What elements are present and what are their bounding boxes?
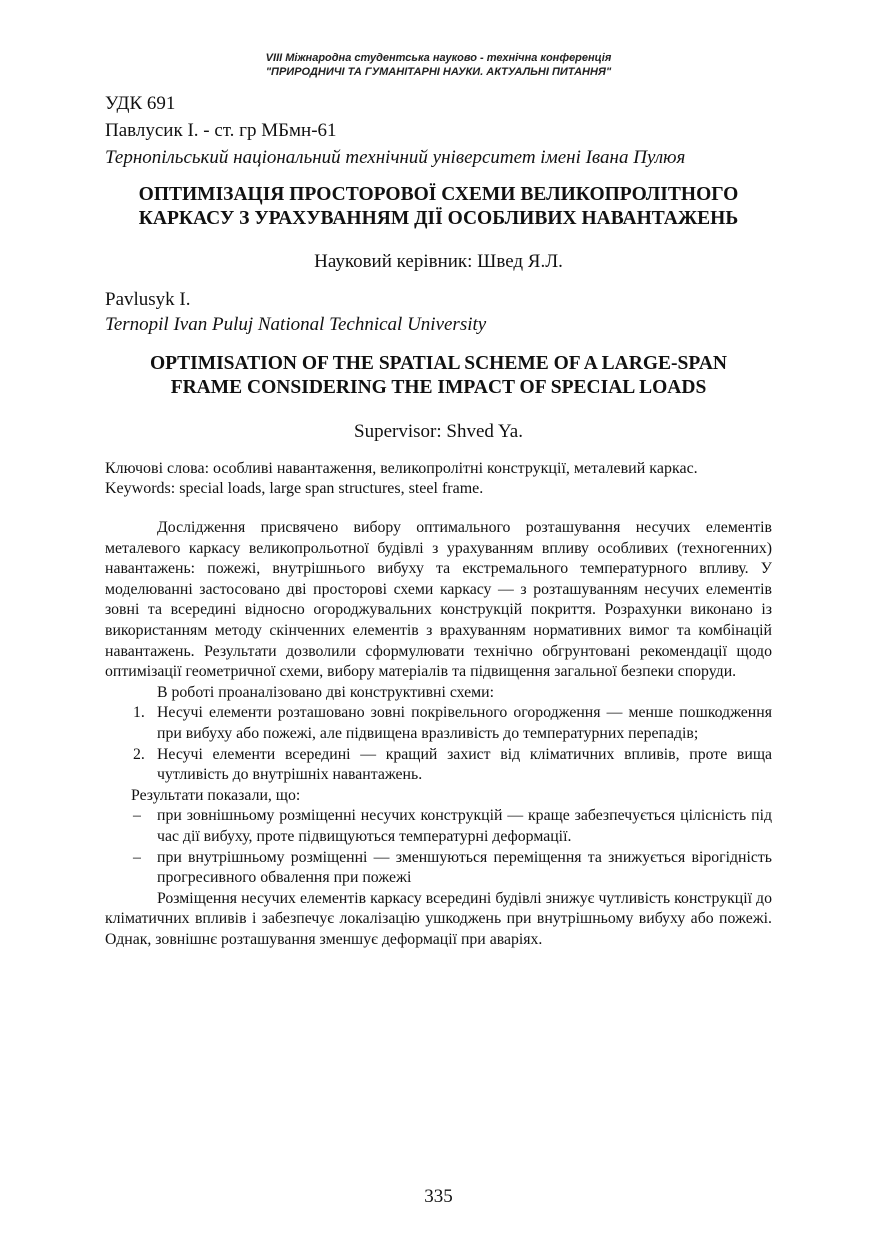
dash-marker-1: – bbox=[133, 807, 141, 825]
dash-item-1 bbox=[105, 806, 772, 847]
affiliation-eng: Ternopil Ivan Puluj National Technical University bbox=[105, 314, 487, 335]
supervisor-ukr: Науковий керівник: Швед Я.Л. bbox=[314, 251, 563, 272]
conclusion-paragraph: Розміщення несучих елементів каркасу всередині будівлі знижує чутливість конструкції до кліматичних впливів і забезпечує локалізацію ушкоджень при внутрішньому вибуху або пожежі. Однак, зовнішнє розташування зменшує деформації при аваріях. bbox=[105, 889, 772, 948]
list-item-1 bbox=[105, 703, 772, 744]
supervisor-eng: Supervisor: Shved Ya. bbox=[354, 421, 523, 442]
title-ukr-line2: КАРКАСУ З УРАХУВАННЯМ ДІЇ ОСОБЛИВИХ НАВАНТАЖЕНЬ bbox=[138, 208, 739, 229]
affiliation-ukr: Тернопільський національний технічний університет імені Івана Пулюя bbox=[105, 147, 686, 168]
author-eng: Pavlusyk I. bbox=[105, 289, 191, 310]
results-intro: Результати показали, що: bbox=[131, 786, 301, 804]
title-eng-line1: OPTIMISATION OF THE SPATIAL SCHEME OF A LARGE-SPAN bbox=[150, 353, 727, 374]
title-ukr-line1: ОПТИМІЗАЦІЯ ПРОСТОРОВОЇ СХЕМИ ВЕЛИКОПРОЛІТНОГО bbox=[138, 184, 739, 205]
dash-item-2 bbox=[105, 848, 772, 889]
dash-item-1-text: при зовнішньому розміщенні несучих конструкцій — краще забезпечується цілісність під час дії вибуху, проте підвищуються температурні деформації. bbox=[157, 807, 772, 845]
list-marker-2: 2. bbox=[133, 745, 145, 763]
keywords-ukr: Ключові слова: особливі навантаження, великопролітні конструкції, металевий каркас. bbox=[105, 460, 698, 477]
page-number: 335 bbox=[424, 1186, 453, 1207]
udc-code: УДК 691 bbox=[105, 93, 176, 114]
dash-item-2-text: при внутрішньому розміщенні — зменшуються переміщення та знижується вірогідність прогресивного обвалення при пожежі bbox=[157, 848, 772, 887]
list-item-2 bbox=[105, 745, 772, 786]
author-ukr: Павлусик І. - ст. гр МБмн-61 bbox=[105, 120, 337, 141]
abstract-body bbox=[105, 518, 772, 950]
conference-header-line2: "ПРИРОДНИЧІ ТА ГУМАНІТАРНІ НАУКИ. АКТУАЛЬНІ ПИТАННЯ" bbox=[265, 66, 612, 78]
title-eng-line2: FRAME CONSIDERING THE IMPACT OF SPECIAL LOADS bbox=[170, 377, 707, 398]
keywords-eng: Keywords: special loads, large span structures, steel frame. bbox=[105, 480, 484, 497]
list-item-2-text: Несучі елементи всередині — кращий захист від кліматичних впливів, проте вища чутливість до внутрішніх навантажень. bbox=[157, 745, 772, 784]
conference-header-line1: VIII Міжнародна студентська науково - технічна конференція bbox=[265, 52, 612, 64]
list-marker-1: 1. bbox=[133, 704, 145, 722]
body-paragraph-2: В роботі проаналізовано дві конструктивні схеми: bbox=[157, 683, 494, 701]
dash-marker-2: – bbox=[133, 848, 141, 866]
body-paragraph-1: Дослідження присвячено вибору оптимального розташування несучих елементів металевого каркасу великопрольотної будівлі з урахуванням впливу особливих (техногенних) навантажень: пожежі, внутрішнього вибуху та екстремального температурного впливу. У моделюванні застосовано дві просторові схеми каркасу — з розташуванням несучих елементів зовні та всередині відносно огороджувальних конструкцій покриття. Розрахунки виконано із використанням методу скінченних елементів з врахуванням нормативних вимог та комбінацій навантажень. Результати дозволили сформулювати технічно обгрунтовані рекомендації щодо оптимізації геометричної схеми, вибору матеріалів та підвищення загальної безпеки споруди. bbox=[105, 519, 772, 681]
list-item-1-text: Несучі елементи розташовано зовні покрівельного огородження — менше пошкодження при вибуху або пожежі, але підвищена вразливість до температурних перепадів; bbox=[157, 704, 772, 742]
